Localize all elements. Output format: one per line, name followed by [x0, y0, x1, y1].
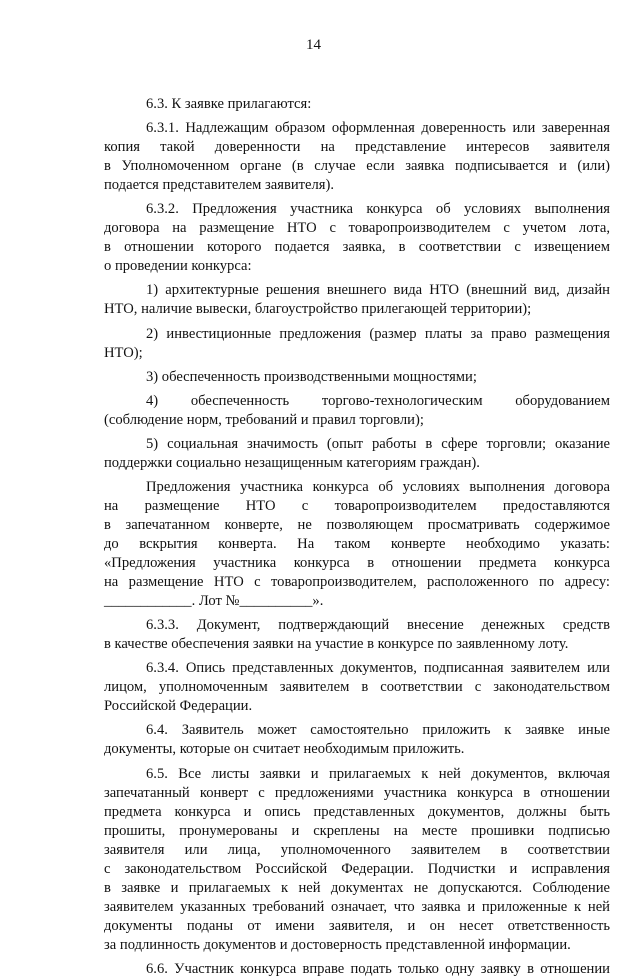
text-line: на размещение НТО с товаропроизводителем, расположенного по адресу:	[104, 574, 610, 591]
paragraph	[104, 200, 610, 276]
text-line: НТО, наличие вывески, благоустройство прилегающей территории);	[104, 301, 532, 318]
paragraph	[104, 721, 610, 759]
text-line: поддержки социально незащищенным категориям граждан).	[104, 454, 480, 471]
text-line: в запечатанном конверте, не позволяющем просматривать содержимое	[104, 516, 610, 533]
paragraph	[104, 392, 610, 430]
text-line: Российской Федерации.	[104, 698, 253, 715]
text-line: заявителя или лица, уполномоченного заявителем в соответствии	[104, 841, 610, 858]
document-body	[104, 95, 610, 979]
text-line: 6.3.2. Предложения участника конкурса об условиях выполнения	[146, 201, 610, 218]
text-line: лицом, уполномоченным заявителем в соответствии с законодательством	[104, 679, 610, 696]
paragraph	[104, 325, 610, 363]
text-line: до вскрытия конверта. На таком конверте необходимо указать:	[104, 535, 610, 552]
paragraph	[104, 435, 610, 473]
text-line: документы, которые он считает необходимым приложить.	[104, 741, 465, 758]
text-line: 4) обеспеченность торгово-технологическим оборудованием	[146, 392, 610, 409]
text-line: в качестве обеспечения заявки на участие в конкурсе по заявленному лоту.	[104, 636, 569, 653]
text-line: заявителем указанных требований означает, что заявка и приложенные к ней	[104, 898, 610, 915]
text-line: предмета конкурса и опись представленных документов, должны быть	[104, 803, 610, 820]
text-line: копия такой доверенности на представление интересов заявителя	[104, 139, 610, 156]
text-line: в Уполномоченном органе (в случае если заявка подписывается и (или)	[104, 158, 610, 175]
paragraph	[104, 478, 610, 611]
text-line: 6.3.4. Опись представленных документов, подписанная заявителем или	[146, 660, 610, 677]
text-line: запечатанный конверт с предложениями участника конкурса в отношении	[104, 784, 610, 801]
text-line: прошиты, пронумерованы и скреплены на месте прошивки подписью	[104, 822, 610, 839]
text-line: НТО);	[104, 344, 143, 361]
page-number: 14	[306, 37, 321, 53]
text-line: 6.3. К заявке прилагаются:	[146, 96, 312, 112]
text-line: 6.3.3. Документ, подтверждающий внесение денежных средств	[146, 617, 610, 634]
paragraph	[104, 616, 610, 654]
paragraph	[104, 765, 610, 955]
text-line: в отношении которого подается заявка, в соответствии с извещением	[104, 239, 610, 256]
text-line: о проведении конкурса:	[104, 258, 252, 275]
text-line: ____________. Лот №__________».	[104, 593, 324, 610]
text-line: «Предложения участника конкурса в отношении предмета конкурса	[104, 555, 610, 572]
text-line: (соблюдение норм, требований и правил торговли);	[104, 411, 424, 428]
text-line: с законодательством Российской Федерации. Подчистки и исправления	[104, 860, 610, 877]
paragraph	[104, 95, 610, 114]
text-line: 3) обеспеченность производственными мощностями;	[146, 368, 477, 385]
text-line: в заявке и прилагаемых к ней документах не допускаются. Соблюдение	[104, 879, 610, 896]
paragraph	[104, 119, 610, 195]
text-line: 6.4. Заявитель может самостоятельно приложить к заявке иные	[146, 722, 610, 739]
text-line: договора на размещение НТО с товаропроизводителем с учетом лота,	[104, 220, 610, 237]
text-line: подается представителем заявителя).	[104, 177, 335, 194]
text-line: Предложения участника конкурса об условиях выполнения договора	[146, 478, 610, 495]
text-line: 2) инвестиционные предложения (размер платы за право размещения	[146, 325, 610, 342]
text-line: на размещение НТО с товаропроизводителем предоставляются	[104, 497, 610, 514]
text-line: 5) социальная значимость (опыт работы в сфере торговли; оказание	[146, 435, 610, 452]
text-line: 6.5. Все листы заявки и прилагаемых к ней документов, включая	[146, 765, 610, 782]
text-line: 6.3.1. Надлежащим образом оформленная доверенность или заверенная	[146, 120, 610, 137]
text-line: документы поданы от имени заявителя, и он несет ответственность	[104, 917, 610, 934]
text-line: 1) архитектурные решения внешнего вида НТО (внешний вид, дизайн	[146, 282, 610, 299]
paragraph	[104, 368, 610, 387]
text-line: за подлинность документов и достоверность представленной информации.	[104, 936, 571, 953]
text-line: 6.6. Участник конкурса вправе подать только одну заявку в отношении	[146, 960, 610, 977]
paragraph	[104, 281, 610, 319]
paragraph	[104, 659, 610, 716]
paragraph	[104, 960, 610, 979]
